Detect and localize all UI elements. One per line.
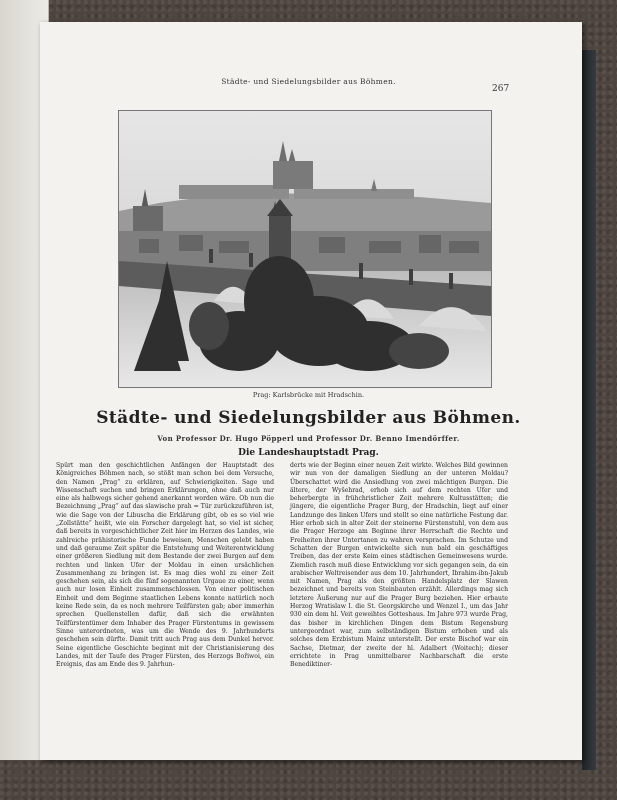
section-title: Die Landeshauptstadt Prag.	[238, 448, 379, 458]
photo-illustration	[119, 111, 491, 387]
paragraph-right: derts wie der Beginn einer neuen Zeit wirkte. Welches Bild gewinnen wir nun von der damaligen Siedlung an der unteren Moldau? Überschattet wird die Ansiedlung von zwei mächtigen Burgen. Die ältere, der Wyšehrad, erhob sich auf dem rechten Ufer und beherbergte in frühchristlicher Zeit mehrere Kultusstätten; die jüngere, die eigentliche Prager Burg, der Hradschin, liegt auf einer Landzunge des linken Ufers und stellt so eine natürliche Festung dar. Hier erhob sich in alter Zeit der steinerne Fürstenstuhl, von dem aus die Prager Herzoge am Beginne ihrer Herrschaft die Rechte und Freiheiten ihrer Untertanen zu wahren versprachen. Im Schutze und Schatten der Burgen entwickelte sich nun bald ein geschäftiges Treiben, das der erste Keim eines städtischen Gemeinwesens wurde. Ziemlich rasch muß diese Entwicklung vor sich gegangen sein, da ein arabischer Weltreisender aus dem 10. Jahrhundert, Ibrahim-ibn-Jakub mit Namen, Prag als den größten Handelsplatz der Slawen bezeichnet und bereits von Steinbauten erzählt. Allerdings mag sich letztere Äußerung nur auf die Prager Burg beziehen. Hier erbaute Herzog Wratislaw I. die St. Georgskirche und Wenzel I., um das Jahr 930 ein dem hl. Veit geweihtes Gotteshaus. Im Jahre 973 wurde Prag, das bisher in kirchlichen Dingen dem Bistum Regensburg untergeordnet war, zum selbständigen Bistum erhoben und als solches dem Erzbistum Mainz unterstellt. Der erste Bischof war ein Sachse, Dietmar, der zweite der hl. Adalbert (Woitech); dieser errichtete in Prag unmittelbarer Nachbarschaft die erste Benediktiner-	[290, 462, 508, 669]
article-title: Städte- und Siedelungsbilder aus Böhmen.	[96, 408, 521, 428]
text-column-left	[56, 462, 274, 669]
text-column-right	[290, 462, 508, 669]
article-authors: Von Professor Dr. Hugo Pöpperl und Professor Dr. Benno Imendörffer.	[157, 434, 460, 443]
paragraph-left: Spürt man den geschichtlichen Anfängen der Hauptstadt des Königreiches Böhmen nach, so stößt man schon bei dem Versuche, den Namen „Prag“ zu erklären, auf Schwierigkeiten. Sage und Wissenschaft suchen und bringen Erklärungen, ohne daß auch nur eine als halbwegs sicher gehend anerkannt worden wäre. Ob nun die Bezeichnung „Prag“ auf das slawische prah = Tür zurückzuführen ist, wie die Sage von der Libuscha die Erklärung gibt, ob es so viel wie „Zollstätte“ heißt, wie ein Forscher dargelegt hat, so viel ist sicher, daß bereits in vorgeschichtlicher Zeit hier im Herzen des Landes, wie zahlreiche prähistorische Funde beweisen, Menschen gelebt haben und daß geraume Zeit später die Entstehung und Weiterentwicklung einer größeren Siedlung mit dem Bestande der zwei Burgen auf dem rechten und linken Ufer der Moldau in einen ursächlichen Zusammenhang zu bringen ist. Es mag dies wohl zu einer Zeit geschehen sein, als sich die fünf sogenannten Urgaue zu einer, wenn auch nur losen Einheit zusammenschlossen. Von einer politischen Einheit und dem Beginne staatlichen Lebens konnte natürlich noch keine Rede sein, da es noch mehrere Teilfürsten gab; aber immerhin sprechen Quellenstellen dafür, daß sich die erwähnten Teilfürstentümer dem Inhaber des Prager Fürstentums in gewissem Sinne unterordneten, was um die Wende des 9. Jahrhunderts geschehen sein dürfte. Damit tritt auch Prag aus dem Dunkel hervor. Seine eigentliche Geschichte beginnt mit der Christianisierung des Landes, mit der Taufe des Prager Fürsten, des Herzogs Bořiwoi, ein Ereignis, das am Ende des 9. Jahrhun-	[56, 462, 274, 669]
running-head: Städte- und Siedelungsbilder aus Böhmen.	[221, 77, 396, 86]
page-number: 267	[492, 84, 510, 94]
photo-caption: Prag: Karlsbrücke mit Hradschin.	[252, 391, 365, 399]
photo-prague-charles-bridge	[118, 110, 492, 388]
